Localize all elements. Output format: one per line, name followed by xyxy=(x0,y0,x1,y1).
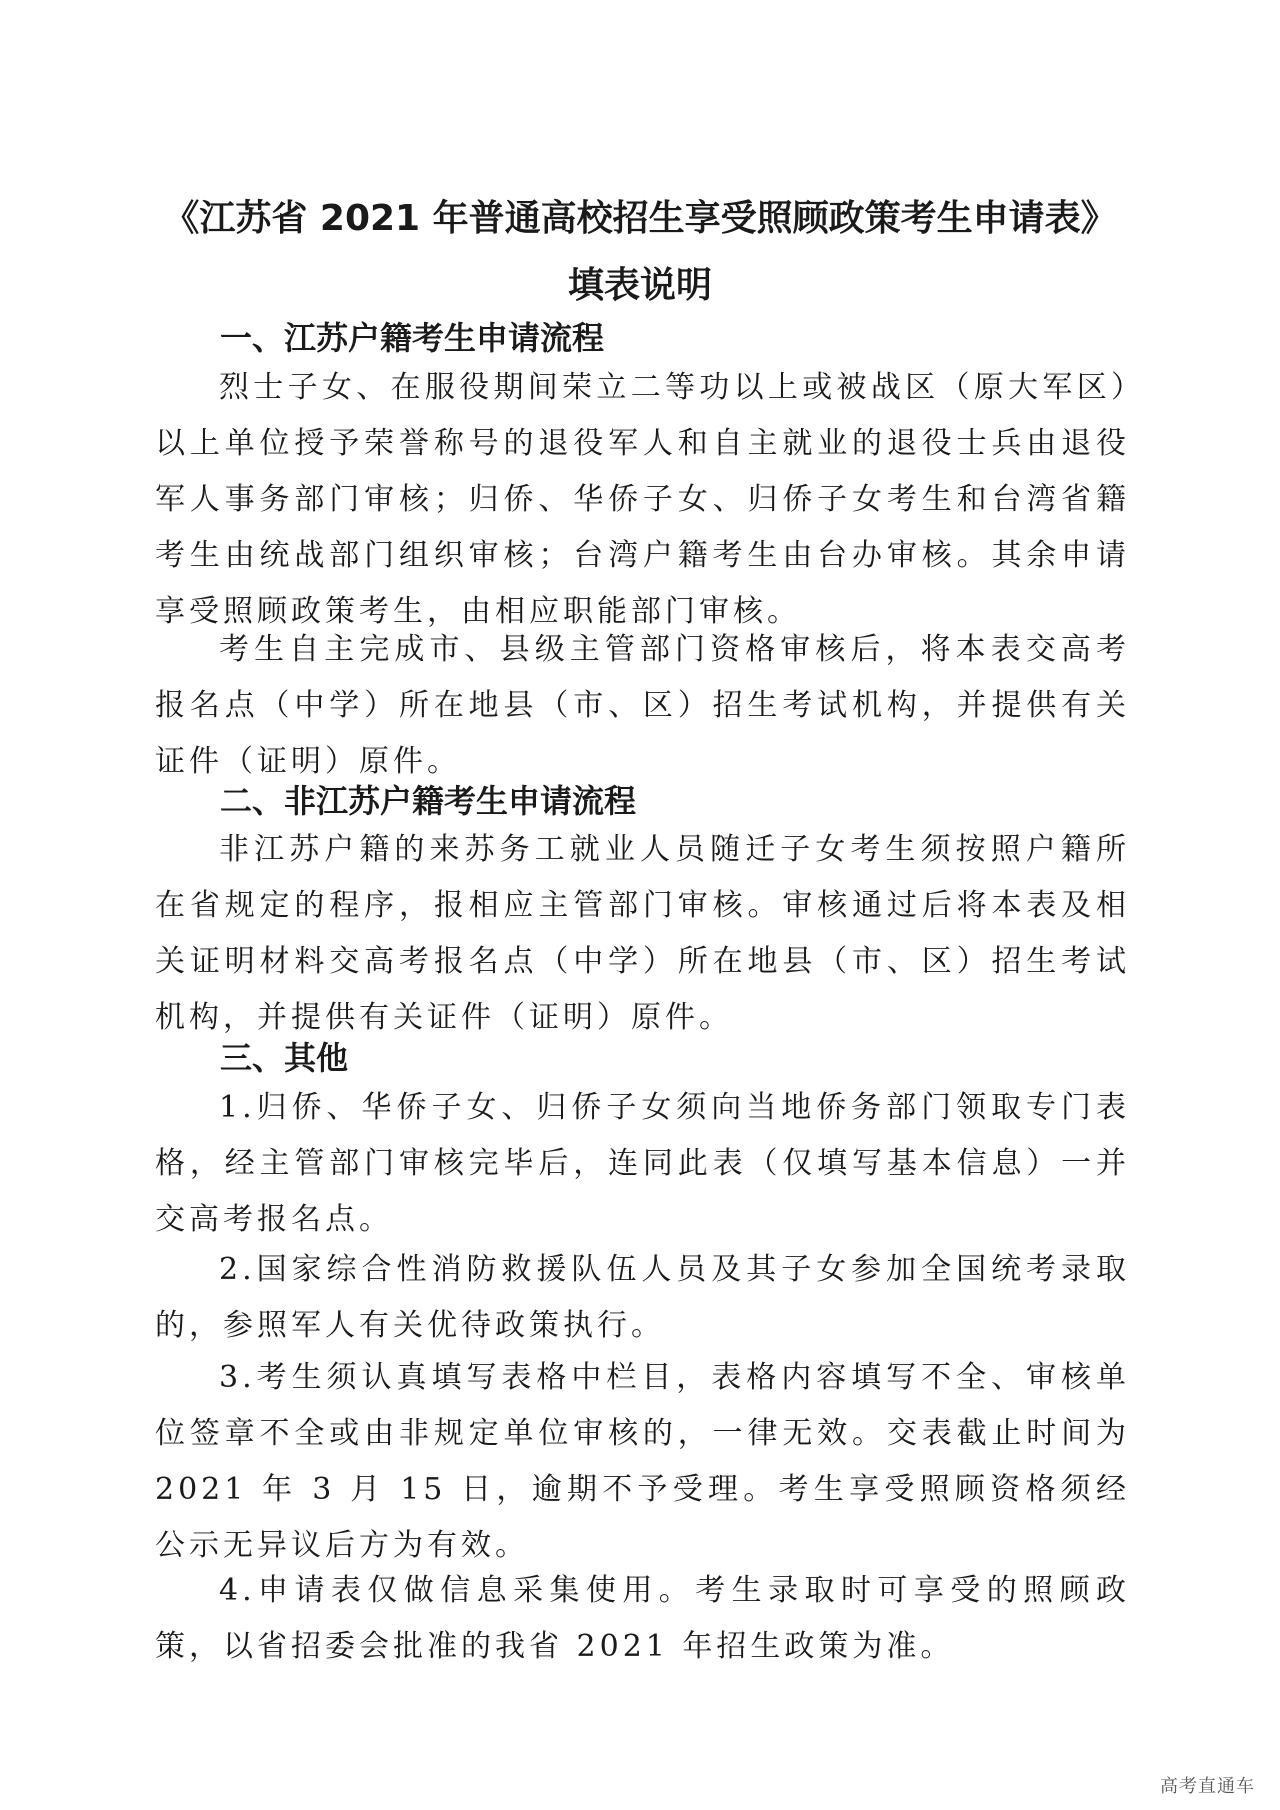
section-1-paragraph-1: 烈士子女、在服役期间荣立二等功以上或被战区（原大军区）以上单位授予荣誉称号的退役军人和自主就业的退役士兵由退役军人事务部门审核；归侨、华侨子女、归侨子女考生和台湾省籍考生由统战部门组织审核；台湾户籍考生由台办审核。其余申请享受照顾政策考生，由相应职能部门审核。 xyxy=(155,370,1130,629)
document-title: 《江苏省 2021 年普通高校招生享受照顾政策考生申请表》 xyxy=(163,198,1117,239)
document-subtitle: 填表说明 xyxy=(567,265,712,306)
section-3-item-4: 4.申请表仅做信息采集使用。考生录取时可享受的照顾政策，以省招委会批准的我省 2021 年招生政策为准。 xyxy=(155,1573,1130,1664)
section-3-heading: 三、其他 xyxy=(220,1039,349,1077)
section-2-paragraph-1: 非江苏户籍的来苏务工就业人员随迁子女考生须按照户籍所在省规定的程序，报相应主管部门审核。审核通过后将本表及相关证明材料交高考报名点（中学）所在地县（市、区）招生考试机构，并提供有关证件（证明）原件。 xyxy=(155,832,1130,1035)
section-3-item-3: 3.考生须认真填写表格中栏目，表格内容填写不全、审核单位签章不全或由非规定单位审核的，一律无效。交表截止时间为 2021 年 3 月 15 日，逾期不予受理。考生享受照顾资格须经公示无异议后方为有效。 xyxy=(155,1360,1130,1563)
section-2-heading: 二、非江苏户籍考生申请流程 xyxy=(220,782,637,820)
section-3-item-1: 1.归侨、华侨子女、归侨子女须向当地侨务部门领取专门表格，经主管部门审核完毕后，连同此表（仅填写基本信息）一并交高考报名点。 xyxy=(155,1090,1130,1237)
section-1-heading: 一、江苏户籍考生申请流程 xyxy=(220,319,605,357)
section-1-paragraph-2: 考生自主完成市、县级主管部门资格审核后，将本表交高考报名点（中学）所在地县（市、区）招生考试机构，并提供有关证件（证明）原件。 xyxy=(155,632,1130,779)
section-3-item-2: 2.国家综合性消防救援队伍人员及其子女参加全国统考录取的，参照军人有关优待政策执行。 xyxy=(155,1252,1130,1343)
footer-watermark: 高考直通车 xyxy=(1160,1776,1255,1797)
